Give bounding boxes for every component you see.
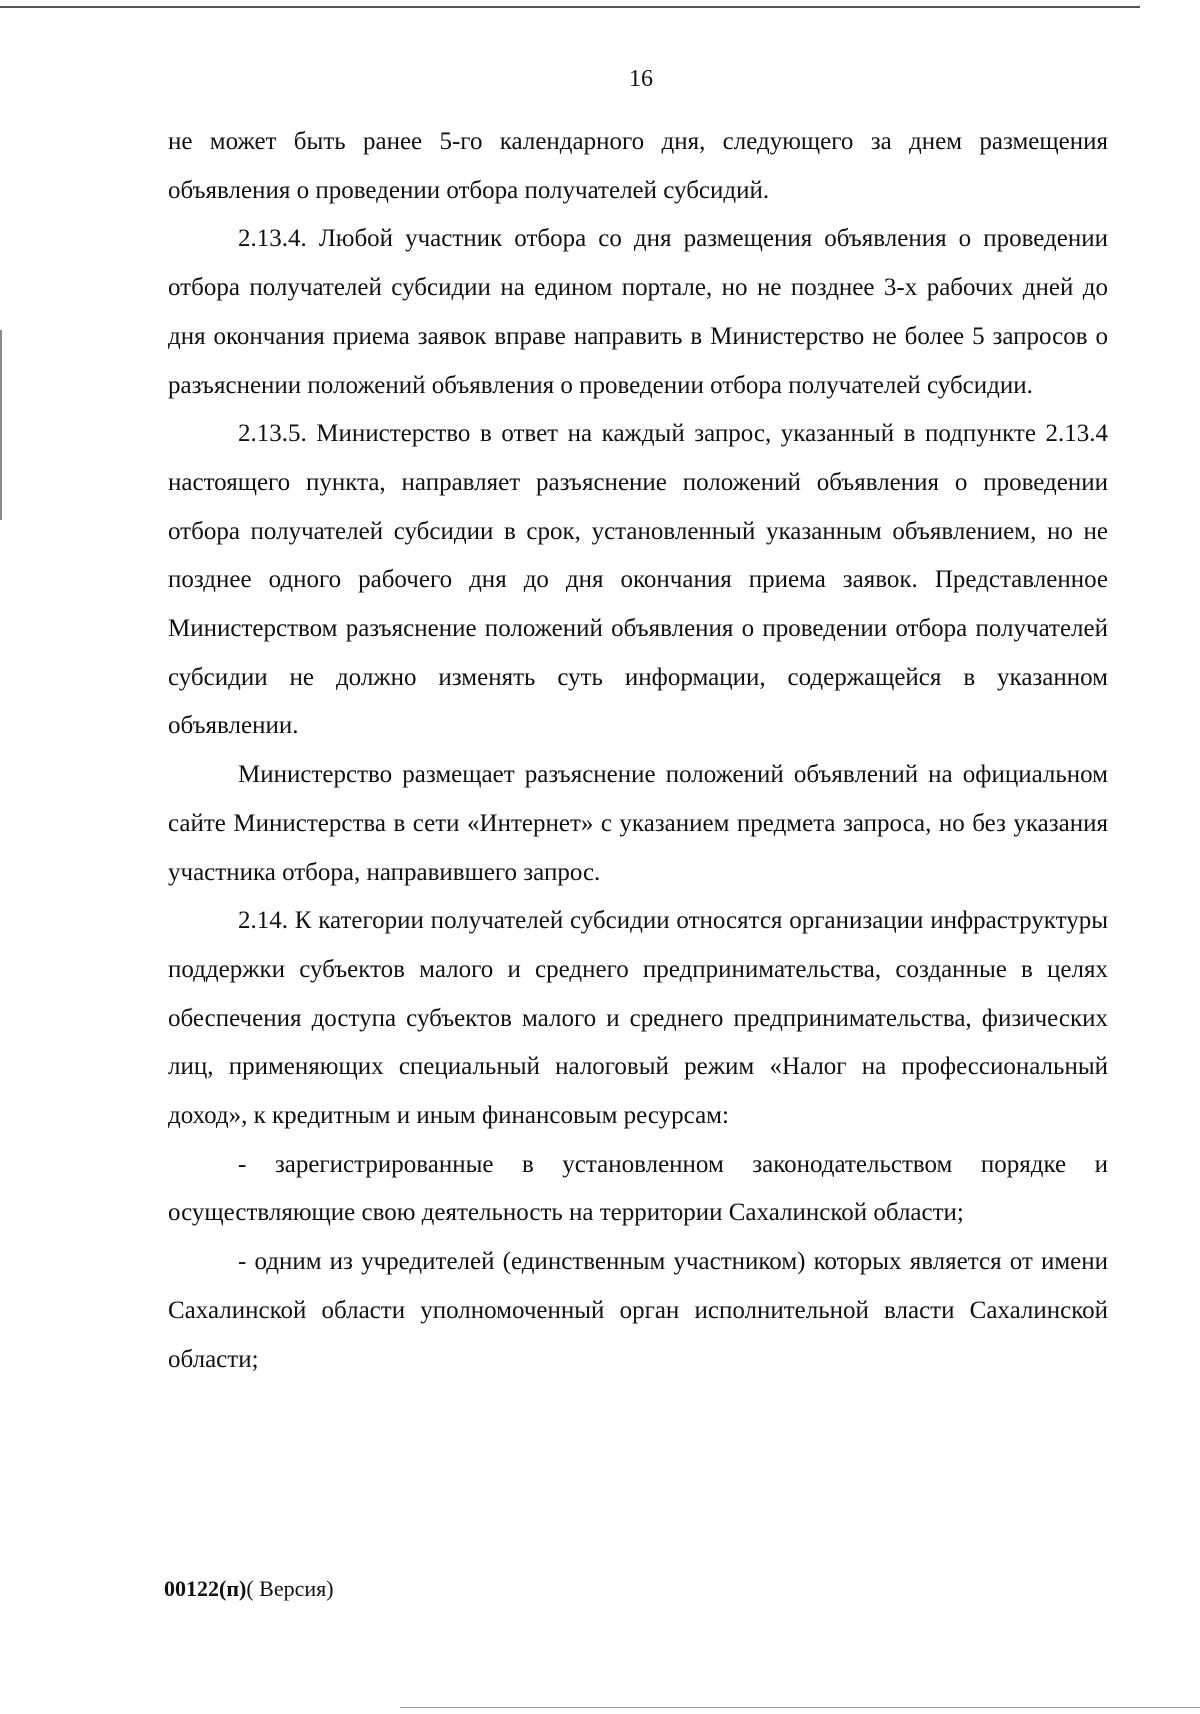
page-number: 16 <box>629 66 653 92</box>
document-code: 00122(п) <box>164 1576 247 1601</box>
document-body <box>168 118 1108 1384</box>
document-version: ( Версия) <box>246 1576 334 1601</box>
paragraph-ministry-publication: Министерство размещает разъяснение положений объявлений на официальном сайте Министерства в сети «Интернет» с указанием предмета запроса, но без указания участника отбора, направившего запрос. <box>168 761 1108 886</box>
list-item-founder: - одним из учредителей (единственным участником) которых является от имени Сахалинской области уполномоченный орган исполнительной власти Сахалинской области; <box>168 1248 1108 1373</box>
paragraph-2-14: 2.14. К категории получателей субсидии относятся организации инфраструктуры поддержки субъектов малого и среднего предпринимательства, созданные в целях обеспечения доступа субъектов малого и среднего предпринимательства, физических лиц, применяющих специальный налоговый режим «Налог на профессиональный доход», к кредитным и иным финансовым ресурсам: <box>168 907 1108 1130</box>
list-item-registered: - зарегистрированные в установленном законодательством порядке и осуществляющие свою деятельность на территории Сахалинской области; <box>168 1150 1108 1227</box>
bottom-scan-rule <box>400 1707 1200 1708</box>
paragraph-continuation: не может быть ранее 5-го календарного дня, следующего за днем размещения объявления о проведении отбора получателей субсидий. <box>168 128 1108 204</box>
paragraph-2-13-4: 2.13.4. Любой участник отбора со дня размещения объявления о проведении отбора получателей субсидии на едином портале, но не позднее 3-х рабочих дней до дня окончания приема заявок вправе направить в Министерство не более 5 запросов о разъяснении положений объявления о проведении отбора получателей субсидии. <box>168 225 1108 399</box>
left-scan-edge <box>0 330 2 520</box>
paragraph-2-13-5: 2.13.5. Министерство в ответ на каждый запрос, указанный в подпункте 2.13.4 настоящего пункта, направляет разъяснение положений объявления о проведении отбора получателей субсидии в срок, установленный указанным объявлением, но не позднее одного рабочего дня до дня окончания приема заявок. Представленное Министерством разъяснение положений объявления о проведении отбора получателей субсидии не должно изменять суть информации, содержащейся в указанном объявлении. <box>168 420 1108 740</box>
document-footer <box>164 1576 334 1602</box>
top-scan-rule <box>0 6 1140 8</box>
